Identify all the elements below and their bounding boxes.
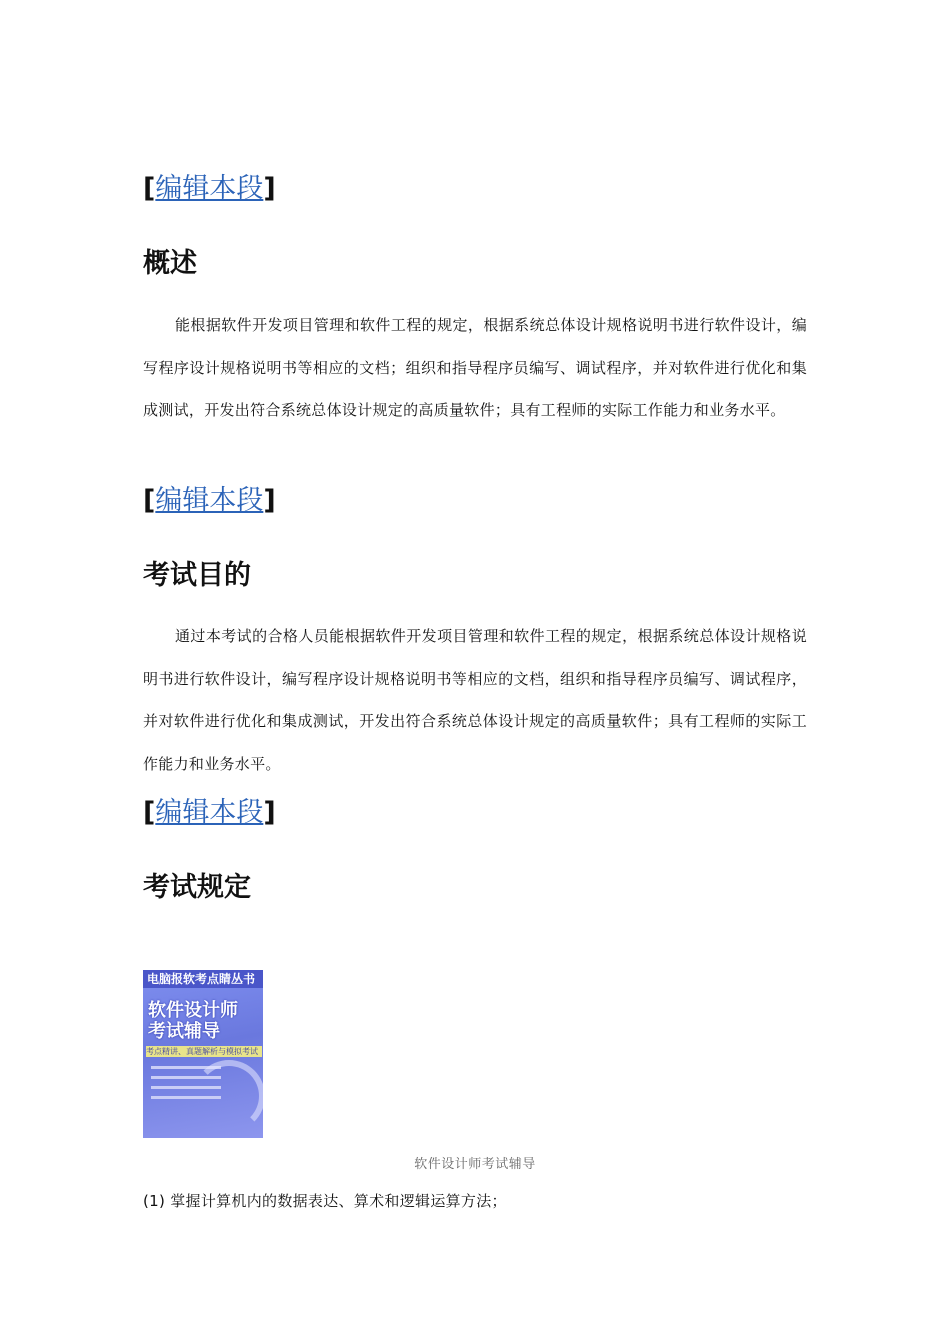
bracket-open: [ [143,173,156,204]
edit-section-button-2[interactable]: 编辑本段 [155,485,264,516]
bracket-close: ] [263,485,276,516]
section-paragraph-overview: 能根据软件开发项目管理和软件工程的规定，根据系统总体设计规格说明书进行软件设计，编写程序设计规格说明书等相应的文档；组织和指导程序员编写、调试程序，并对软件进行优化和集成测试，开发出符合系统总体设计规定的高质量软件；具有工程师的实际工作能力和业务水平。 [143,316,807,419]
list-item [143,1190,507,1211]
bracket-close: ] [263,173,276,204]
edit-section-button-3[interactable]: 编辑本段 [155,797,264,828]
section-paragraph-exam-purpose: 通过本考试的合格人员能根据软件开发项目管理和软件工程的规定，根据系统总体设计规格说明书进行软件设计，编写程序设计规格说明书等相应的文档，组织和指导程序员编写、调试程序，并对软件进行优化和集成测试，开发出符合系统总体设计规定的高质量软件；具有工程师的实际工作能力和业务水平。 [143,627,807,773]
image-caption: 软件设计师考试辅导 [414,1157,536,1172]
bracket-open: [ [143,797,156,828]
list-item-text: 掌握计算机内的数据表达、算术和逻辑运算方法； [170,1192,507,1210]
cover-swirl-graphic [193,1060,263,1132]
section-heading-exam-purpose: 考试目的 [143,560,251,591]
list-item-number: (1) [143,1192,166,1210]
section-heading-overview: 概述 [143,248,197,279]
book-title [148,1000,260,1042]
book-subtitle: 考点精讲、真题解析与模拟考试 [146,1046,262,1057]
book-cover-image[interactable] [143,970,263,1138]
book-series-banner: 电脑报软考点睛丛书 [143,970,263,988]
edit-section-link-1 [143,172,276,206]
bracket-open: [ [143,485,156,516]
edit-section-link-2 [143,484,276,518]
edit-section-button-1[interactable]: 编辑本段 [155,173,264,204]
book-title-line2: 考试辅导 [148,1021,220,1042]
bracket-close: ] [263,797,276,828]
section-heading-exam-rules: 考试规定 [143,872,251,903]
book-title-line1: 软件设计师 [148,1000,238,1021]
edit-section-link-3 [143,796,276,830]
